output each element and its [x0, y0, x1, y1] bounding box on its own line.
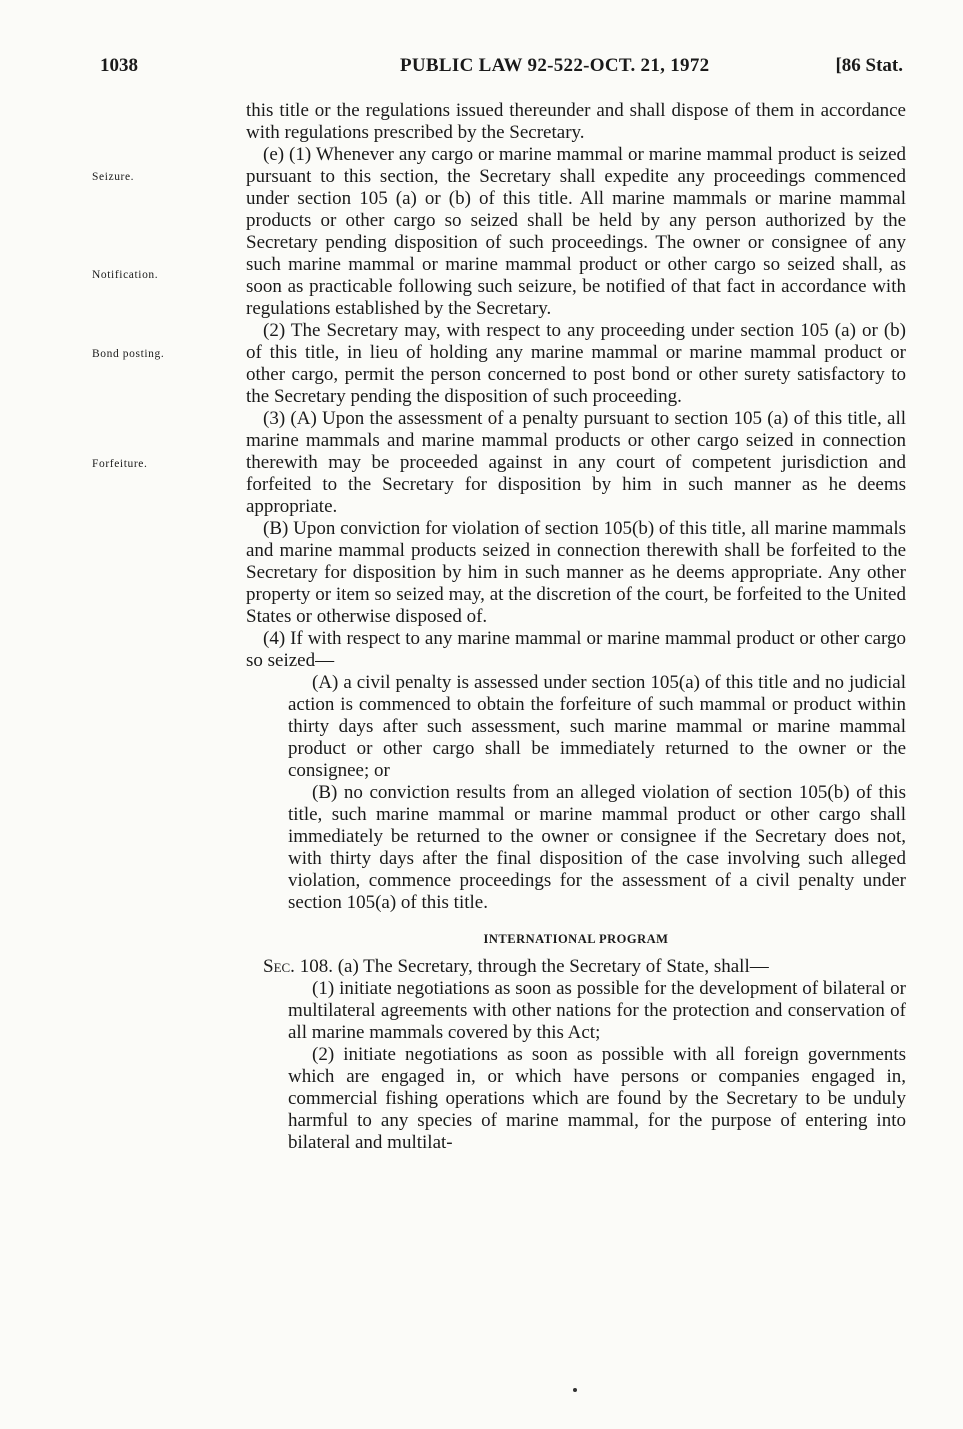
- page-number: 1038: [100, 55, 138, 76]
- paragraph-e-2: (2) The Secretary may, with respect to any proceeding under section 105 (a) or (b) of this title, in lieu of holding any marine mammal or marine mammal product or other cargo, permit the person concerned to post bond or other surety satisfactory to the Secretary pending the disposition of such proceeding.: [246, 320, 906, 407]
- section-label: Sec.: [263, 956, 295, 977]
- running-title: PUBLIC LAW 92-522-OCT. 21, 1972: [400, 55, 710, 76]
- section-heading: INTERNATIONAL PROGRAM: [483, 932, 669, 946]
- paragraph-e-4: (4) If with respect to any marine mammal or marine mammal product or other cargo so seized—: [246, 628, 906, 671]
- section-108-intro: [246, 956, 906, 978]
- section-108-text: 108. (a) The Secretary, through the Secretary of State, shall—: [299, 956, 769, 977]
- paragraph-e-4-a: (A) a civil penalty is assessed under section 105(a) of this title and no judicial action is commenced to obtain the forfeiture of such mammal or product within thirty days after such assessment, such marine mammal or marine mammal product or other cargo shall be immediately returned to the owner or the consignee; or: [288, 672, 906, 781]
- paragraph-e-1: (e) (1) Whenever any cargo or marine mammal or marine mammal product is seized pursuant to this section, the Secretary shall expedite any proceedings commenced under section 105 (a) or (b) of this title. All marine mammals or marine mammal products or other cargo so seized shall be held by any person authorized by the Secretary pending disposition of such proceedings. The owner or consignee of any such marine mammal or marine mammal product or other cargo so seized shall, as soon as practicable following such seizure, be notified of that fact in accordance with regulations established by the Secretary.: [246, 144, 906, 319]
- paragraph-108-a-1: (1) initiate negotiations as soon as possible for the development of bilateral or multilateral agreements with other nations for the protection and conservation of all marine mammals covered by this Act;: [288, 978, 906, 1043]
- margin-note-notification: Notification.: [92, 269, 159, 281]
- paragraph-108-a-2: (2) initiate negotiations as soon as possible with all foreign governments which are engaged in, or which have persons or companies engaged in, commercial fishing operations which are found by the Secretary to be unduly harmful to any species of marine mammal, for the purpose of entering into bilateral and multilat-: [288, 1044, 906, 1153]
- margin-note-seizure: Seizure.: [92, 171, 135, 183]
- paragraph-continuation: this title or the regulations issued thereunder and shall dispose of them in accordance with regulations prescribed by the Secretary.: [246, 100, 906, 143]
- document-body: [246, 100, 906, 1154]
- margin-note-bond-posting: Bond posting.: [92, 348, 165, 360]
- paragraph-e-3-a: (3) (A) Upon the assessment of a penalty pursuant to section 105 (a) of this title, all marine mammals and marine mammal products or other cargo seized in connection therewith may be proceeded against in any court of competent jurisdiction and forfeited to the Secretary for disposition by him in such manner as he deems appropriate.: [246, 408, 906, 517]
- paragraph-e-3-b: (B) Upon conviction for violation of section 105(b) of this title, all marine mammals and marine mammal products seized in connection therewith shall be forfeited to the Secretary for disposition by him in such manner as he deems appropriate. Any other property or item so seized may, at the discretion of the court, be forfeited to the United States or otherwise disposed of.: [246, 518, 906, 627]
- margin-note-forfeiture: Forfeiture.: [92, 458, 148, 470]
- page-mark: [573, 1388, 577, 1392]
- page-header: [100, 55, 903, 85]
- statute-reference: [86 Stat.: [835, 55, 903, 76]
- paragraph-e-4-b: (B) no conviction results from an alleged violation of section 105(b) of this title, such marine mammal or marine mammal product or other cargo shall immediately be returned to the owner or consignee if the Secretary does not, with thirty days after the final disposition of the case involving such alleged violation, commence proceedings for the assessment of a civil penalty under section 105(a) of this title.: [288, 782, 906, 913]
